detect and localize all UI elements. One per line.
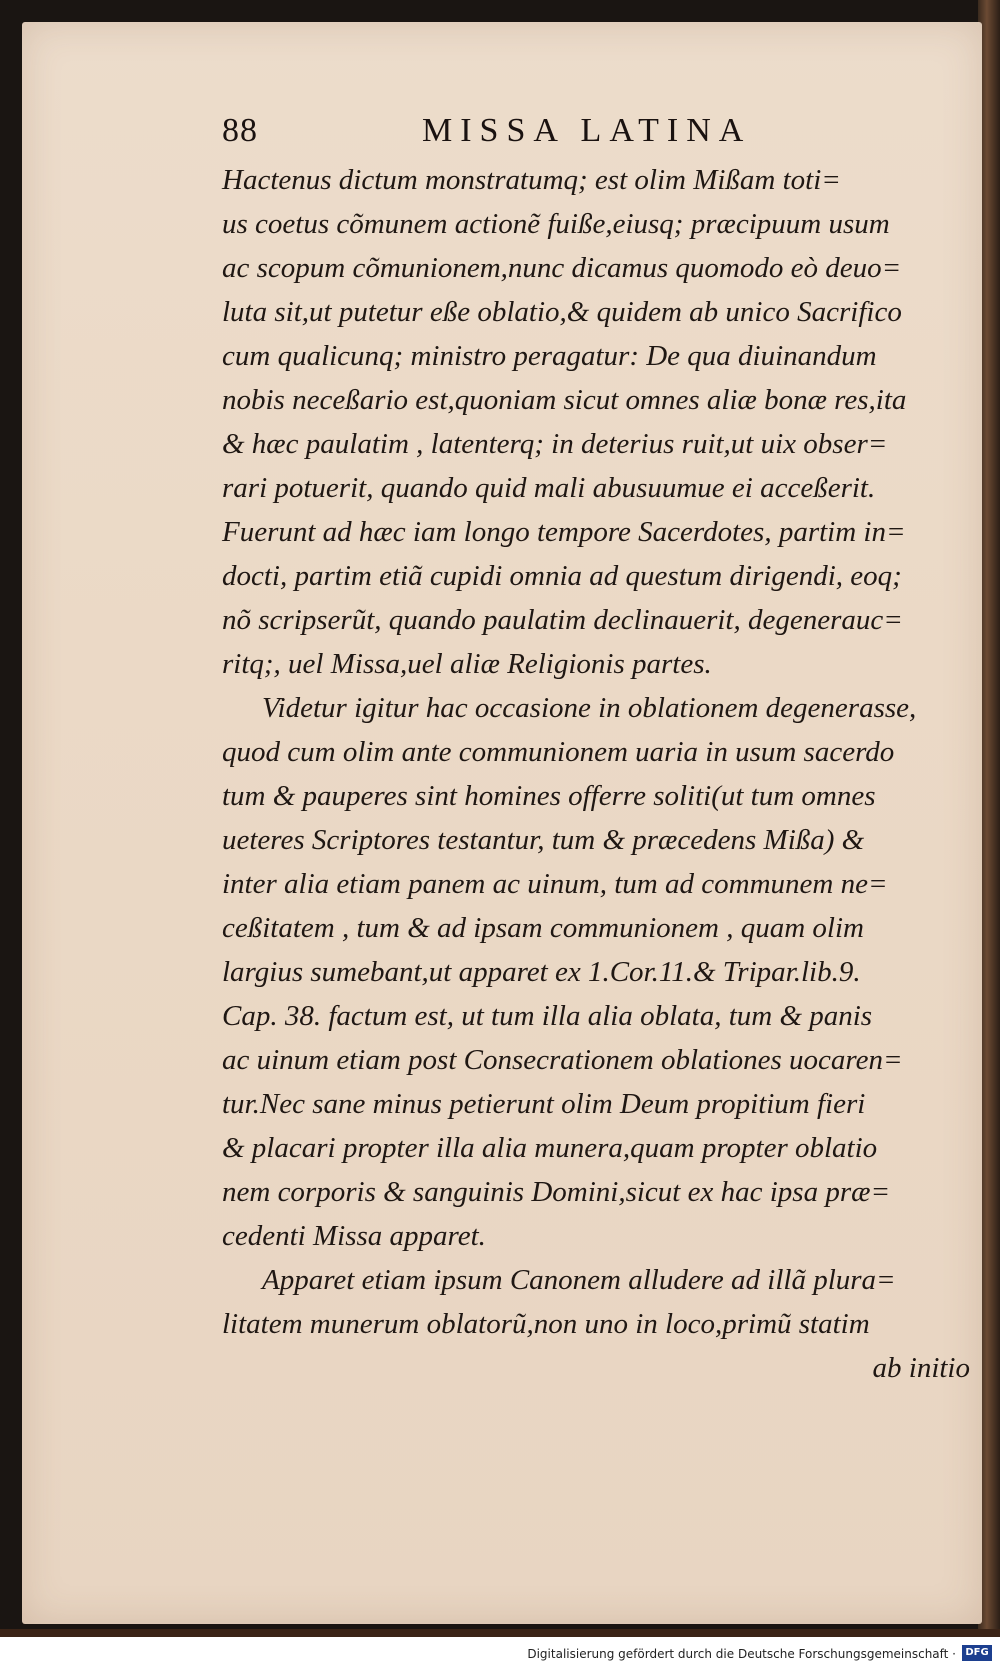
- text-line: nem corporis & sanguinis Domini,sicut ex hac ipsa præ=: [222, 1176, 891, 1208]
- text-line: cum qualicunq; ministro peragatur: De qua diuinandum: [222, 340, 877, 372]
- text-line: quod cum olim ante communionem uaria in usum sacerdo: [222, 736, 895, 768]
- text-line: inter alia etiam panem ac uinum, tum ad communem ne=: [222, 868, 888, 900]
- body-text: [222, 158, 970, 1390]
- text-line: tum & pauperes sint homines offerre soliti(ut tum omnes: [222, 780, 876, 812]
- text-line: rari potuerit, quando quid mali abusuumue ei acceßerit.: [222, 472, 876, 504]
- text-line: ac uinum etiam post Consecrationem oblationes uocaren=: [222, 1044, 903, 1076]
- text-line: nõ scripserũt, quando paulatim declinauerit, degenerauc=: [222, 604, 903, 636]
- text-line: Cap. 38. factum est, ut tum illa alia oblata, tum & panis: [222, 1000, 873, 1032]
- text-line: ceßitatem , tum & ad ipsam communionem , quam olim: [222, 912, 864, 944]
- text-line: Hactenus dictum monstratumq; est olim Mißam toti=: [222, 164, 841, 196]
- text-line: ac scopum cõmunionem,nunc dicamus quomodo eò deuo=: [222, 252, 902, 284]
- page-header: [222, 112, 782, 156]
- text-line: largius sumebant,ut apparet ex 1.Cor.11.& Tripar.lib.9.: [222, 956, 861, 988]
- text-line: ueteres Scriptores testantur, tum & præcedens Mißa) &: [222, 824, 865, 856]
- text-line: litatem munerum oblatorũ,non uno in loco,primũ statim: [222, 1308, 870, 1340]
- text-line: docti, partim etiã cupidi omnia ad questum dirigendi, eoq;: [222, 560, 902, 592]
- text-line: ritq;, uel Missa,uel aliæ Religionis partes.: [222, 648, 712, 680]
- text-line: cedenti Missa apparet.: [222, 1220, 486, 1252]
- text-line: tur.Nec sane minus petierunt olim Deum propitium fieri: [222, 1088, 866, 1120]
- running-title: MISSA LATINA: [422, 112, 752, 149]
- page-number: 88: [222, 112, 258, 149]
- dfg-logo: DFG: [962, 1645, 992, 1661]
- text-line: & hæc paulatim , latenterq; in deterius ruit,ut uix obser=: [222, 428, 888, 460]
- text-line: nobis neceßario est,quoniam sicut omnes aliæ bonæ res,ita: [222, 384, 907, 416]
- text-line: luta sit,ut putetur eße oblatio,& quidem ab unico Sacrifico: [222, 296, 902, 328]
- text-line: Videtur igitur hac occasione in oblationem degenerasse,: [262, 692, 917, 724]
- footer-bar: [0, 1637, 1000, 1673]
- page-bottom-edge: [0, 1629, 1000, 1637]
- funding-credit: Digitalisierung gefördert durch die Deutsche Forschungsgemeinschaft ·: [527, 1647, 956, 1661]
- text-line: Apparet etiam ipsum Canonem alludere ad illã plura=: [262, 1264, 896, 1296]
- text-line: & placari propter illa alia munera,quam propter oblatio: [222, 1132, 878, 1164]
- catchword: ab initio: [872, 1352, 970, 1384]
- text-line: us coetus cõmunem actionẽ fuiße,eiusq; præcipuum usum: [222, 208, 890, 240]
- text-line: Fuerunt ad hæc iam longo tempore Sacerdotes, partim in=: [222, 516, 906, 548]
